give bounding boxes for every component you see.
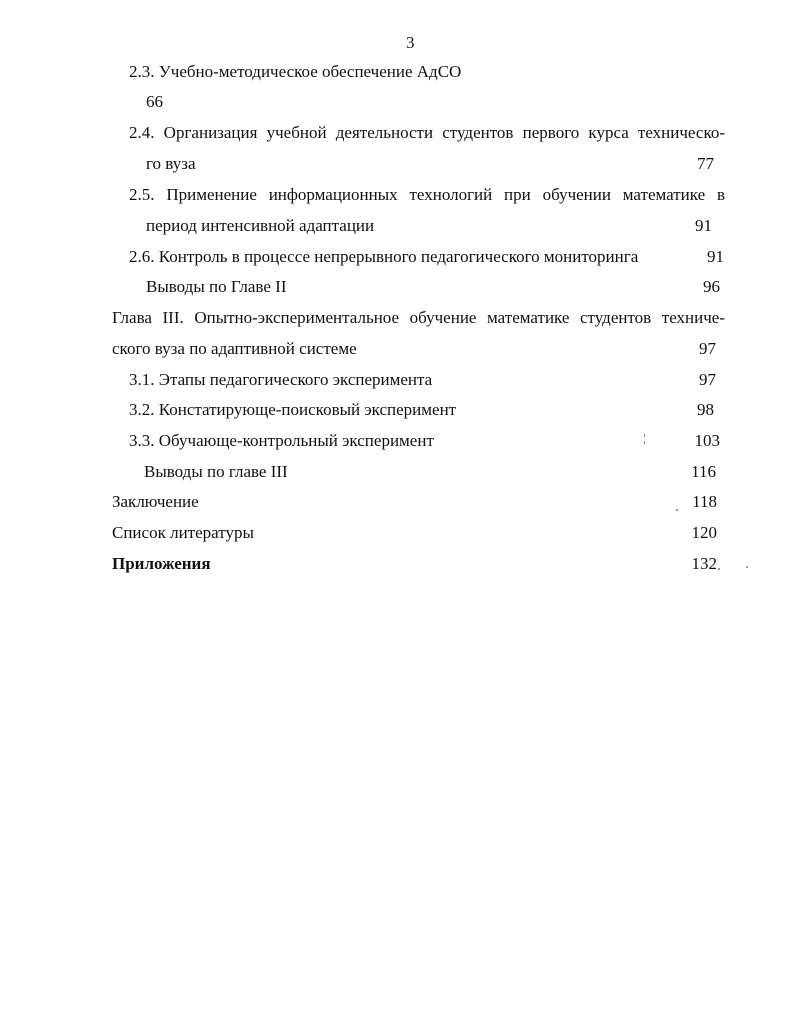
- toc-entry-2-6-page: 91: [707, 247, 724, 266]
- toc-entry-2-4-page: 77: [697, 154, 714, 173]
- toc-entry-2-5-title-line2: период интенсивной адаптации: [146, 216, 375, 235]
- scan-speck: [746, 566, 748, 568]
- toc-conclusions-chapter-3-page: 116: [691, 462, 716, 481]
- toc-entry-2-6-title: 2.6. Контроль в процессе непрерывного педагогического мониторинга: [129, 247, 639, 266]
- page-number: 3: [406, 33, 415, 52]
- toc-entry-3-1-page: 97: [699, 370, 716, 389]
- toc-chapter-3-page: 97: [699, 339, 716, 358]
- toc-conclusion-title: Заключение: [112, 492, 199, 511]
- scan-speck: [676, 509, 678, 511]
- scan-speck: [718, 568, 720, 570]
- toc-conclusions-chapter-3-title: Выводы по главе III: [144, 462, 288, 481]
- toc-appendices-page: 132: [691, 554, 717, 573]
- toc-chapter-3-title-line1: Глава III. Опытно-экспериментальное обучение математике студентов техниче-: [112, 308, 725, 327]
- toc-entry-3-2-title: 3.2. Констатирующе-поисковый эксперимент: [129, 400, 457, 419]
- toc-entry-3-3-title: 3.3. Обучающе-контрольный эксперимент: [129, 431, 434, 450]
- toc-references-title: Список литературы: [112, 523, 254, 542]
- toc-entry-2-3-title: 2.3. Учебно-методическое обеспечение АдСО: [129, 62, 462, 81]
- scan-speck: [644, 434, 645, 437]
- toc-chapter-3-title-line2: ского вуза по адаптивной системе: [112, 339, 357, 358]
- toc-conclusions-chapter-2-page: 96: [703, 277, 720, 296]
- toc-conclusion-page: 118: [692, 492, 717, 511]
- toc-entry-2-3-page: 66: [146, 92, 163, 111]
- toc-appendices-title: Приложения: [112, 554, 211, 573]
- toc-entry-2-4-title-line1: 2.4. Организация учебной деятельности студентов первого курса техническо-: [129, 123, 725, 142]
- toc-conclusions-chapter-2-title: Выводы по Главе II: [146, 277, 287, 296]
- toc-entry-3-3-page: 103: [694, 431, 720, 450]
- toc-entry-2-4-title-line2: го вуза: [146, 154, 196, 173]
- toc-entry-3-2-page: 98: [697, 400, 714, 419]
- toc-entry-2-5-page: 91: [695, 216, 712, 235]
- scan-speck: [644, 441, 645, 444]
- toc-entry-2-5-title-line1: 2.5. Применение информационных технологий при обучении математике в: [129, 185, 725, 204]
- toc-references-page: 120: [691, 523, 717, 542]
- toc-entry-3-1-title: 3.1. Этапы педагогического эксперимента: [129, 370, 433, 389]
